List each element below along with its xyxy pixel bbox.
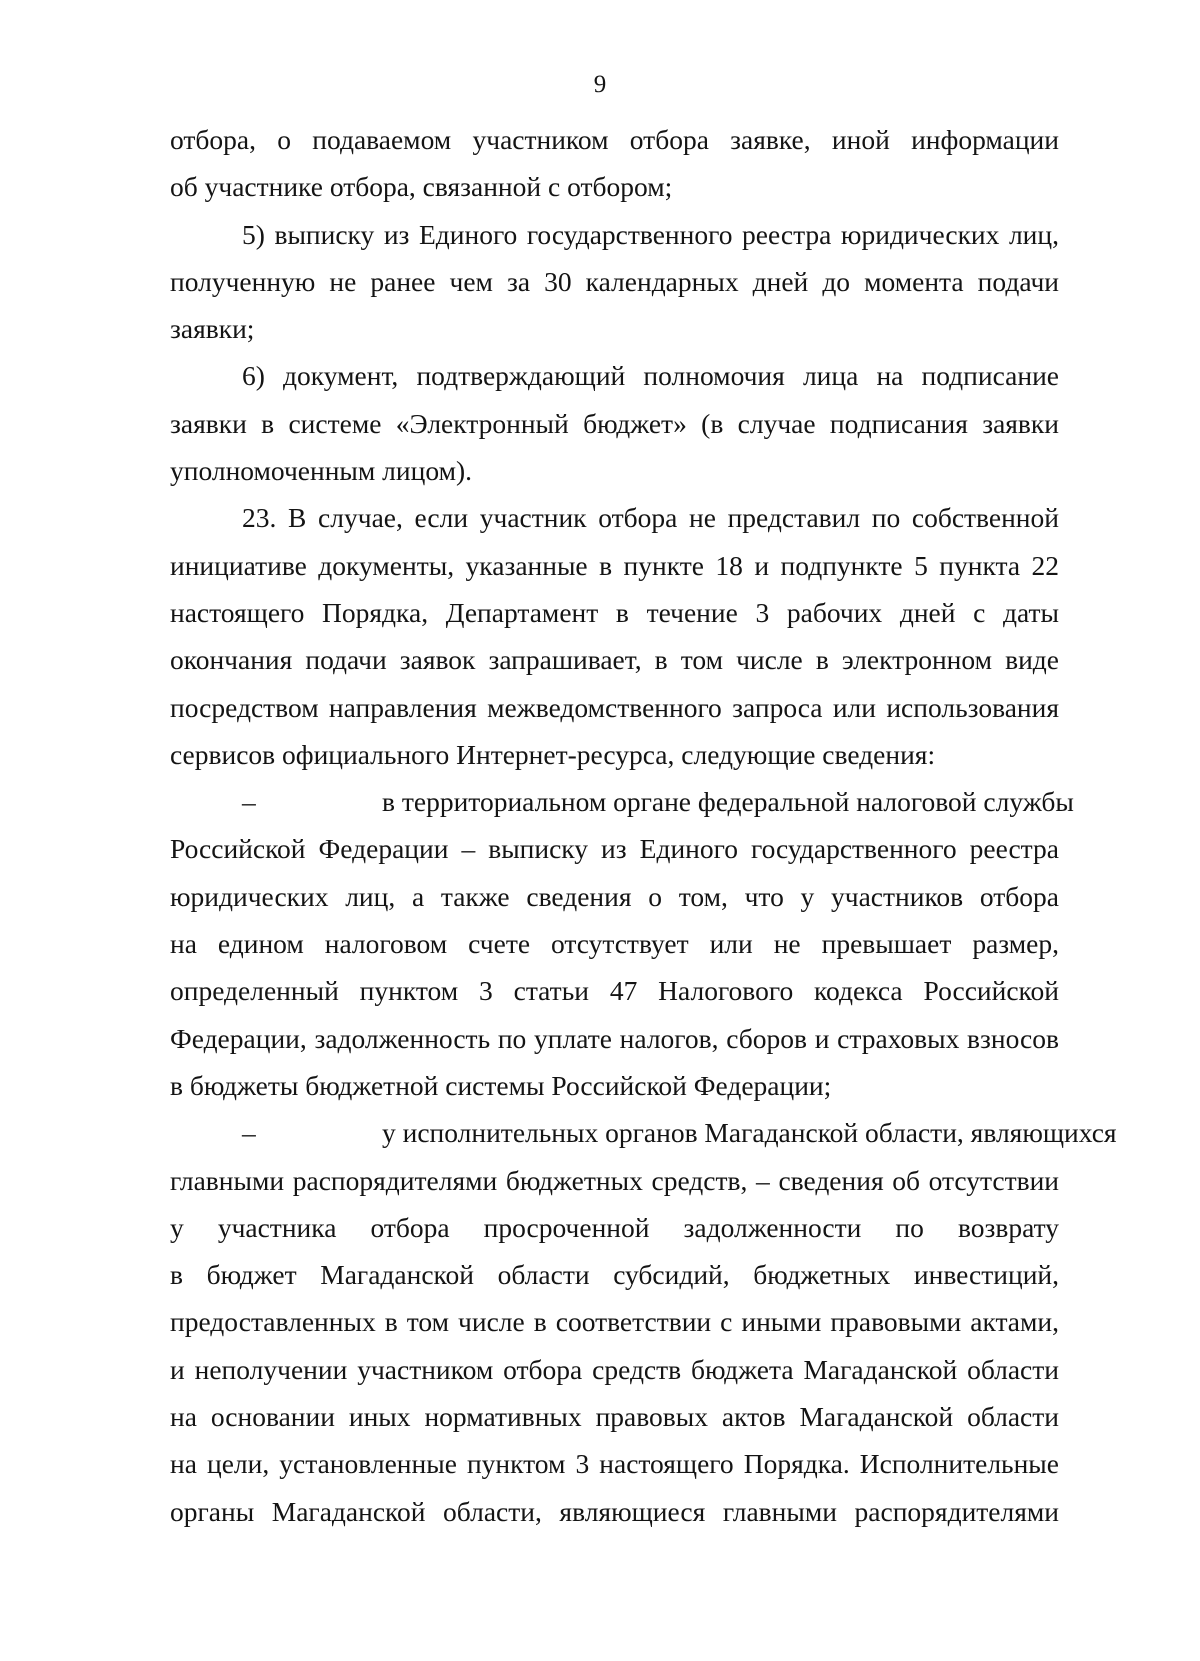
text-line: полученную не ранее чем за 30 календарных дней до момента подачи (170, 265, 1059, 297)
dash-bullet: – (242, 786, 256, 818)
text-line: на цели, установленные пунктом 3 настоящего Порядка. Исполнительные (170, 1448, 1059, 1480)
text-line: главными распорядителями бюджетных средств, – сведения об отсутствии (170, 1164, 1059, 1196)
text-line: у исполнительных органов Магаданской области, являющихся (382, 1117, 1117, 1149)
text-line: окончания подачи заявок запрашивает, в том числе в электронном виде (170, 644, 1059, 676)
text-line: в территориальном органе федеральной налоговой службы (382, 786, 1074, 818)
dash-list-item (170, 778, 1074, 1109)
dash-bullet: – (242, 1117, 256, 1149)
page-number: 9 (593, 71, 607, 98)
text-line: определенный пунктом 3 статьи 47 Налогового кодекса Российской (170, 975, 1059, 1007)
document-body (170, 116, 1117, 1535)
paragraph (170, 494, 1059, 778)
text-line: посредством направления межведомственного запроса или использования (170, 691, 1059, 723)
text-line: сервисов официального Интернет-ресурса, следующие сведения: (170, 738, 936, 770)
text-line: 5) выписку из Единого государственного реестра юридических лиц, (242, 218, 1059, 250)
text-line: на едином налоговом счете отсутствует или не превышает размер, (170, 928, 1059, 960)
text-line: заявки; (170, 313, 255, 345)
text-line: органы Магаданской области, являющиеся главными распорядителями (170, 1495, 1059, 1527)
dash-list-item (170, 1109, 1117, 1535)
text-line: в бюджеты бюджетной системы Российской Федерации; (170, 1069, 832, 1101)
text-line: настоящего Порядка, Департамент в течение 3 рабочих дней с даты (170, 596, 1059, 628)
text-line: Федерации, задолженность по уплате налогов, сборов и страховых взносов (170, 1022, 1059, 1054)
text-line: на основании иных нормативных правовых актов Магаданской области (170, 1401, 1059, 1433)
text-line: инициативе документы, указанные в пункте 18 и подпункте 5 пункта 22 (170, 549, 1059, 581)
text-line: в бюджет Магаданской области субсидий, бюджетных инвестиций, (170, 1259, 1059, 1291)
text-line: предоставленных в том числе в соответствии с иными правовыми актами, (170, 1306, 1059, 1338)
text-line: уполномоченным лицом). (170, 455, 473, 487)
text-line: и неполучении участником отбора средств бюджета Магаданской области (170, 1353, 1059, 1385)
text-line: 6) документ, подтверждающий полномочия лица на подписание (242, 360, 1059, 392)
paragraph (170, 116, 1059, 211)
paragraph (170, 211, 1059, 353)
text-line: отбора, о подаваемом участником отбора заявке, иной информации (170, 124, 1059, 155)
paragraph (170, 352, 1059, 494)
text-line: заявки в системе «Электронный бюджет» (в случае подписания заявки (170, 407, 1059, 439)
text-line: у участника отбора просроченной задолженности по возврату (170, 1211, 1059, 1243)
text-line: 23. В случае, если участник отбора не представил по собственной (242, 502, 1059, 534)
text-line: Российской Федерации – выписку из Единого государственного реестра (170, 833, 1059, 865)
text-line: об участнике отбора, связанной с отбором; (170, 171, 673, 203)
text-line: юридических лиц, а также сведения о том, что у участников отбора (170, 880, 1059, 912)
